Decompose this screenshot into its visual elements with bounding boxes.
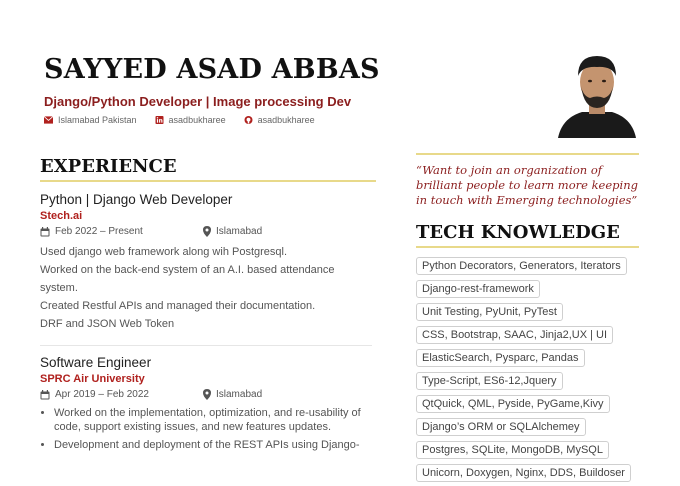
tech-tag: ElasticSearch, Pysparc, Pandas	[416, 349, 585, 367]
tech-tags	[416, 256, 651, 486]
job-meta	[40, 226, 370, 237]
tech-tag: Type-Script, ES6-12,Jquery	[416, 372, 563, 390]
contact-github[interactable]	[244, 115, 315, 125]
job-dates: Apr 2019 – Feb 2022	[55, 389, 149, 400]
profile-photo	[556, 46, 638, 138]
objective-quote: “Want to join an organization of brilliant people to learn more keeping in touch with Emerging technologies”	[416, 163, 638, 207]
tech-tag: QtQuick, QML, Pyside, PyGame,Kivy	[416, 395, 610, 413]
tech-tag: Django’s ORM or SQLAlchemey	[416, 418, 586, 436]
job-title: Software Engineer	[40, 355, 152, 370]
resume-name: SAYYED ASAD ABBAS	[44, 54, 380, 85]
job-bullet: • Development and deployment of the REST APIs using Django-	[54, 438, 372, 452]
tech-heading: TECH KNOWLEDGE	[416, 222, 620, 243]
github-icon	[244, 116, 253, 124]
job-separator	[40, 345, 372, 346]
job-description-line: Worked on the back-end system of an A.I. based attendance system.	[40, 264, 335, 294]
job-entry-2	[40, 355, 372, 456]
mail-icon	[44, 116, 53, 124]
calendar-icon	[40, 390, 50, 400]
job-description-line: Used django web framework along wih Postgresql.	[40, 246, 288, 258]
tech-tag: Unit Testing, PyUnit, PyTest	[416, 303, 563, 321]
job-description-line: Created Restful APIs and managed their documentation.	[40, 300, 316, 312]
contact-linkedin-text: asadbukharee	[168, 115, 226, 125]
contact-location-text: Islamabad Pakistan	[58, 115, 137, 125]
tech-tag: Unicorn, Doxygen, Nginx, DDS, Buildoser	[416, 464, 631, 482]
job-meta	[40, 389, 372, 400]
location-pin-icon	[203, 226, 211, 237]
job-location: Islamabad	[216, 389, 263, 400]
tech-tag: CSS, Bootstrap, SAAC, Jinja2,UX | UI	[416, 326, 613, 344]
job-location: Islamabad	[216, 226, 263, 237]
experience-heading: EXPERIENCE	[40, 156, 177, 177]
calendar-icon	[40, 227, 50, 237]
contact-github-text: asadbukharee	[257, 115, 315, 125]
job-description	[40, 243, 370, 333]
experience-divider	[40, 180, 376, 182]
location-pin-icon	[203, 389, 211, 400]
quote-divider	[416, 153, 639, 155]
contact-location	[44, 115, 137, 125]
tech-tag: Django-rest-framework	[416, 280, 540, 298]
job-bullet: • Worked on the implementation, optimization, and re-usability of code, support existing issues, and new features updates.	[54, 406, 372, 434]
job-company: SPRC Air University	[40, 373, 145, 385]
job-entry-1	[40, 192, 370, 333]
tech-tag: Python Decorators, Generators, Iterators	[416, 257, 627, 275]
linkedin-icon	[155, 116, 164, 124]
job-dates: Feb 2022 – Present	[55, 226, 143, 237]
job-company: Stech.ai	[40, 210, 83, 222]
job-description-line: DRF and JSON Web Token	[40, 318, 175, 330]
job-title: Python | Django Web Developer	[40, 192, 233, 207]
contact-linkedin[interactable]	[155, 115, 226, 125]
resume-subtitle: Django/Python Developer | Image processing Dev	[44, 94, 352, 109]
tech-divider	[416, 246, 639, 248]
tech-tag: Postgres, SQLite, MongoDB, MySQL	[416, 441, 609, 459]
contact-row	[44, 115, 315, 125]
job-bullets	[40, 406, 372, 452]
